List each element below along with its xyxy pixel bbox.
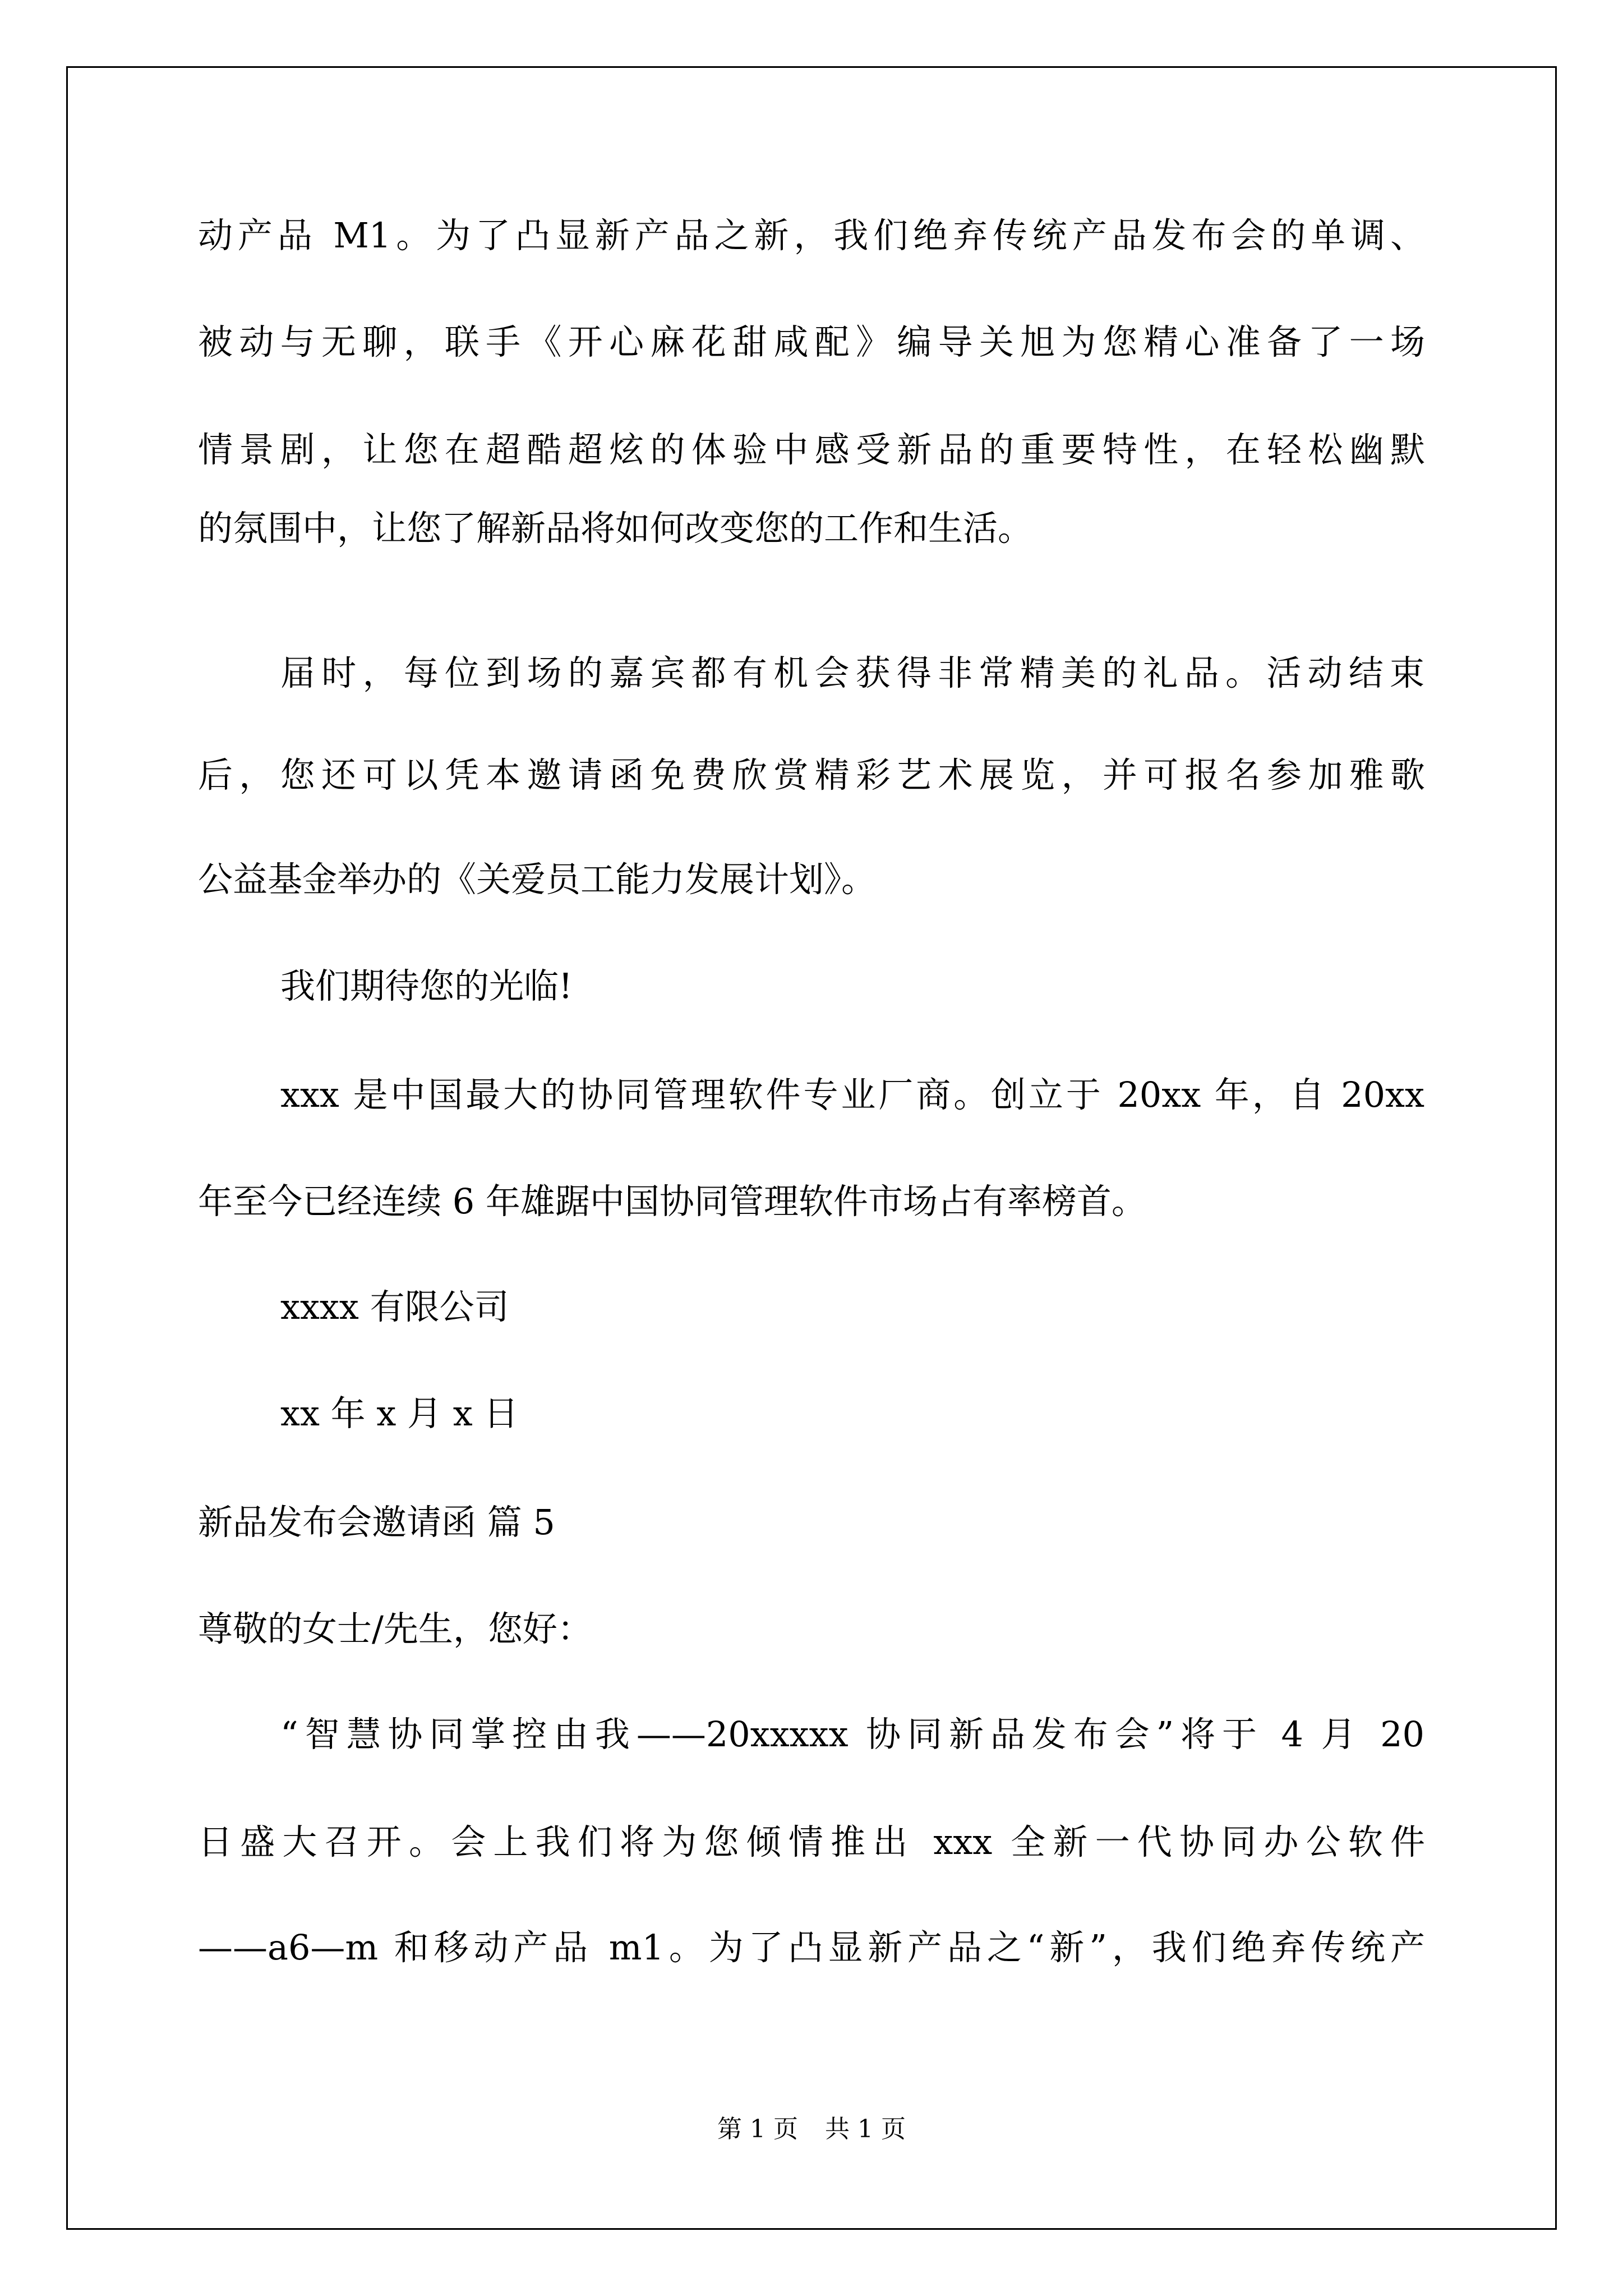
text-line: 被动与无聊，联手《开心麻花甜咸配》编导关旭为您精心准备了一场 <box>198 321 1425 362</box>
text-line: 的氛围中，让您了解新品将如何改变您的工作和生活。 <box>198 508 1033 549</box>
page-border <box>66 66 1557 2230</box>
date-line: xx 年 x 月 x 日 <box>280 1393 519 1434</box>
greeting: 尊敬的女士/先生，您好： <box>198 1608 592 1649</box>
text-line: 我们期待您的光临! <box>280 965 573 1006</box>
text-line: ——a6—m 和移动产品 m1。为了凸显新产品之“新”，我们绝弃传统产 <box>198 1927 1425 1968</box>
page-number: 第 1 页 <box>717 2115 798 2143</box>
page-total: 共 1 页 <box>825 2115 906 2143</box>
section-heading: 新品发布会邀请函 篇 5 <box>198 1502 555 1543</box>
text-line: 日盛大召开。会上我们将为您倾情推出 xxx 全新一代协同办公软件 <box>198 1821 1425 1862</box>
text-line: xxx 是中国最大的协同管理软件专业厂商。创立于 20xx 年，自 20xx <box>280 1074 1424 1115</box>
text-line: 后，您还可以凭本邀请函免费欣赏精彩艺术展览，并可报名参加雅歌 <box>198 754 1425 795</box>
text-line: 动产品 M1。为了凸显新产品之新，我们绝弃传统产品发布会的单调、 <box>198 215 1425 256</box>
text-line: 届时，每位到场的嘉宾都有机会获得非常精美的礼品。活动结束 <box>280 652 1424 693</box>
text-line: 公益基金举办的《关爱员工能力发展计划》。 <box>198 859 877 900</box>
text-line: 情景剧，让您在超酷超炫的体验中感受新品的重要特性，在轻松幽默 <box>198 429 1425 470</box>
text-line: “智慧协同掌控由我——20xxxxx 协同新品发布会”将于 4 月 20 <box>280 1714 1424 1755</box>
page-footer <box>0 2114 1623 2145</box>
text-line: 年至今已经连续 6 年雄踞中国协同管理软件市场占有率榜首。 <box>198 1181 1146 1222</box>
company-name: xxxx 有限公司 <box>280 1286 509 1327</box>
